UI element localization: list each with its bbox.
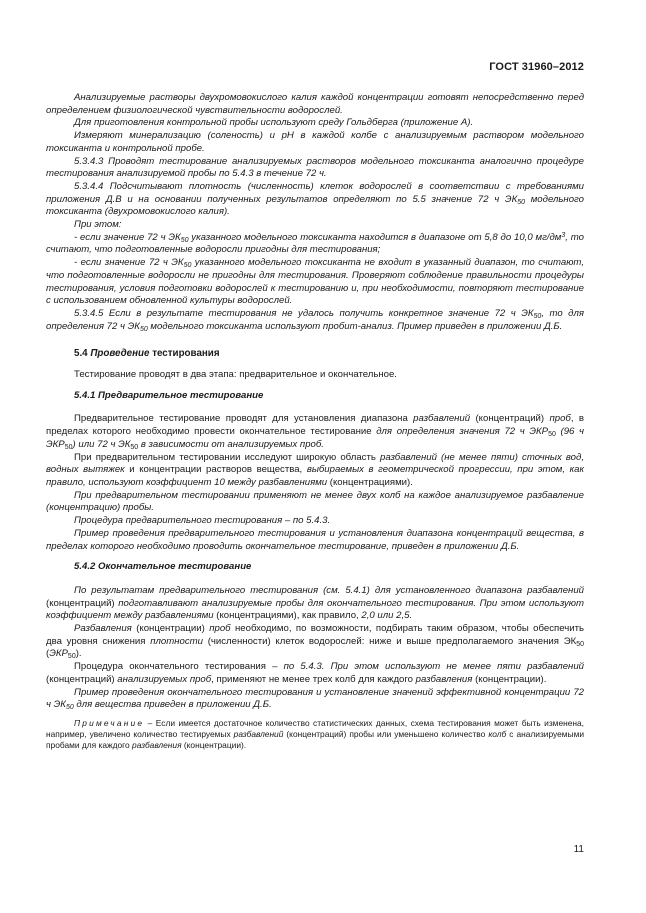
paragraph: Процедура окончательного тестирования – по 5.4.3. При этом используют не менее пяти разбавлений (концентраций) анализируемых проб, применяют не менее трех колб для каждого разбавления (концентрации). bbox=[46, 661, 585, 685]
paragraph: Анализируемые растворы двухромовокислого калия каждой концентрации готовят непосредственно перед определением физиологической чувствительности водорослей. bbox=[46, 92, 584, 116]
clause-5-3-4-4: 5.3.4.4 Подсчитывают плотность (численность) клеток водорослей в соответствии с требованиями приложения Д.В и на основании полученных результатов определяют по 5.5 значение 72 ч $ЭК_{50}$ модельного токсиканта (двухромовокислого калия). bbox=[46, 180, 584, 218]
note: Примечание – Если имеется достаточное количество статистических данных, схема тестирования может быть изменена, например, увеличено количество тестируемых разбавлений (концентраций) пробы или уменьшено количество колб с анализируемыми пробами для каждого разбавления (концентрации). bbox=[46, 717, 584, 750]
paragraph: Измеряют минерализацию (соленость) и pH в каждой колбе с анализируемым раствором модельного токсиканта и контрольной пробе. bbox=[46, 130, 584, 154]
page-number: 11 bbox=[573, 844, 584, 855]
paragraph: Пример проведения окончательного тестирования и установление значений эффективной концентрации 72 ч $ЭК_{50}$ для вещества приведен в приложении Д.Б. bbox=[46, 686, 584, 712]
paragraph: Для приготовления контрольной пробы используют среду Гольдберга (приложение А). bbox=[74, 117, 474, 129]
clause-5-3-4-5: 5.3.4.5 Если в результате тестирования не удалось получить конкретное значение 72 ч $ЭК_{50}$, то для определения 72 ч $ЭК_{50}$ модельного токсиканта используют пробит-анализ. Пример приведен в приложении Д.Б. bbox=[46, 307, 584, 333]
clause-5-3-4-3: 5.3.4.3 Проводят тестирование анализируемых растворов модельного токсиканта аналогично процедуре тестирования анализируемой пробы по 5.4.3 в течение 72 ч. bbox=[46, 155, 584, 180]
document-page bbox=[46, 0, 584, 913]
paragraph: При этом: bbox=[74, 219, 122, 231]
section-heading-5-4: 5.4 Проведение тестирования bbox=[74, 348, 220, 360]
list-item: - если значение 72 ч $ЭК_{50}$ указанного модельного токсиканта находится в диапазоне от 5,8 до 10,0 $мг/дм^3$, то считают, что подготовленные водоросли пригодны для тестирования; bbox=[46, 231, 584, 256]
paragraph: Предварительное тестирование проводят для установления диапазона разбавлений (концентраций) проб, в пределах которого необходимо провести окончательное тестирование для определения значения 72 ч $ЭКР_{50}$ (96 ч $ЭКР_{50}$) или 72 ч $ЭК_{50}$ в зависимости от анализируемых проб. bbox=[46, 413, 584, 451]
paragraph: Тестирование проводят в два этапа: предварительное и окончательное. bbox=[74, 369, 397, 381]
paragraph: Процедура предварительного тестирования – по 5.4.3. bbox=[74, 515, 331, 527]
list-item: - если значение 72 ч $ЭК_{50}$ указанного модельного токсиканта не входит в указанный диапазон, то считают, что подготовленные водоросли не пригодны для тестирования. Проверяют соблюдение правильности процедуры тестирования, условия подготовки водорослей к тестированию и, при необходимости, повторяют тестирование с использованием обновленной культуры водорослей. bbox=[46, 257, 584, 307]
paragraph: При предварительном тестировании применяют не менее двух колб на каждое анализируемое разбавление (концентрацию) пробы. bbox=[46, 489, 584, 514]
paragraph: Разбавления (концентрации) проб необходимо, по возможности, подбирать таким образом, чтобы обеспечить два уровня снижения плотности (численности) клеток водорослей: ниже и выше предполагаемого значения $ЭК_{50}$ $(ЭКР_{50})$. bbox=[46, 623, 584, 661]
standard-code-header: ГОСТ 31960–2012 bbox=[489, 61, 584, 73]
subsection-heading-5-4-1: 5.4.1 Предварительное тестирование bbox=[74, 389, 264, 401]
paragraph: При предварительном тестировании исследуют широкую область разбавлений (не менее пяти) сточных вод, водных вытяжек и концентрации растворов вещества, выбираемых в геометрической прогрессии, при этом, как правило, используют коэффициент 10 между разбавлениями (концентрациями). bbox=[46, 451, 584, 488]
document-body bbox=[46, 92, 584, 751]
subsection-heading-5-4-2: 5.4.2 Окончательное тестирование bbox=[74, 561, 252, 573]
note-label: Примечание bbox=[74, 717, 145, 728]
paragraph: Пример проведения предварительного тестирования и установления диапазона концентраций вещества, в пределах которого необходимо проводить окончательное тестирование, приведен в приложении Д.Б. bbox=[46, 527, 584, 552]
paragraph: По результатам предварительного тестирования (см. 5.4.1) для установленного диапазона разбавлений (концентраций) подготавливают анализируемые пробы для окончательного тестирования. При этом используют коэффициент между разбавлениями (концентрациями), как правило, 2,0 или 2,5. bbox=[46, 584, 585, 622]
